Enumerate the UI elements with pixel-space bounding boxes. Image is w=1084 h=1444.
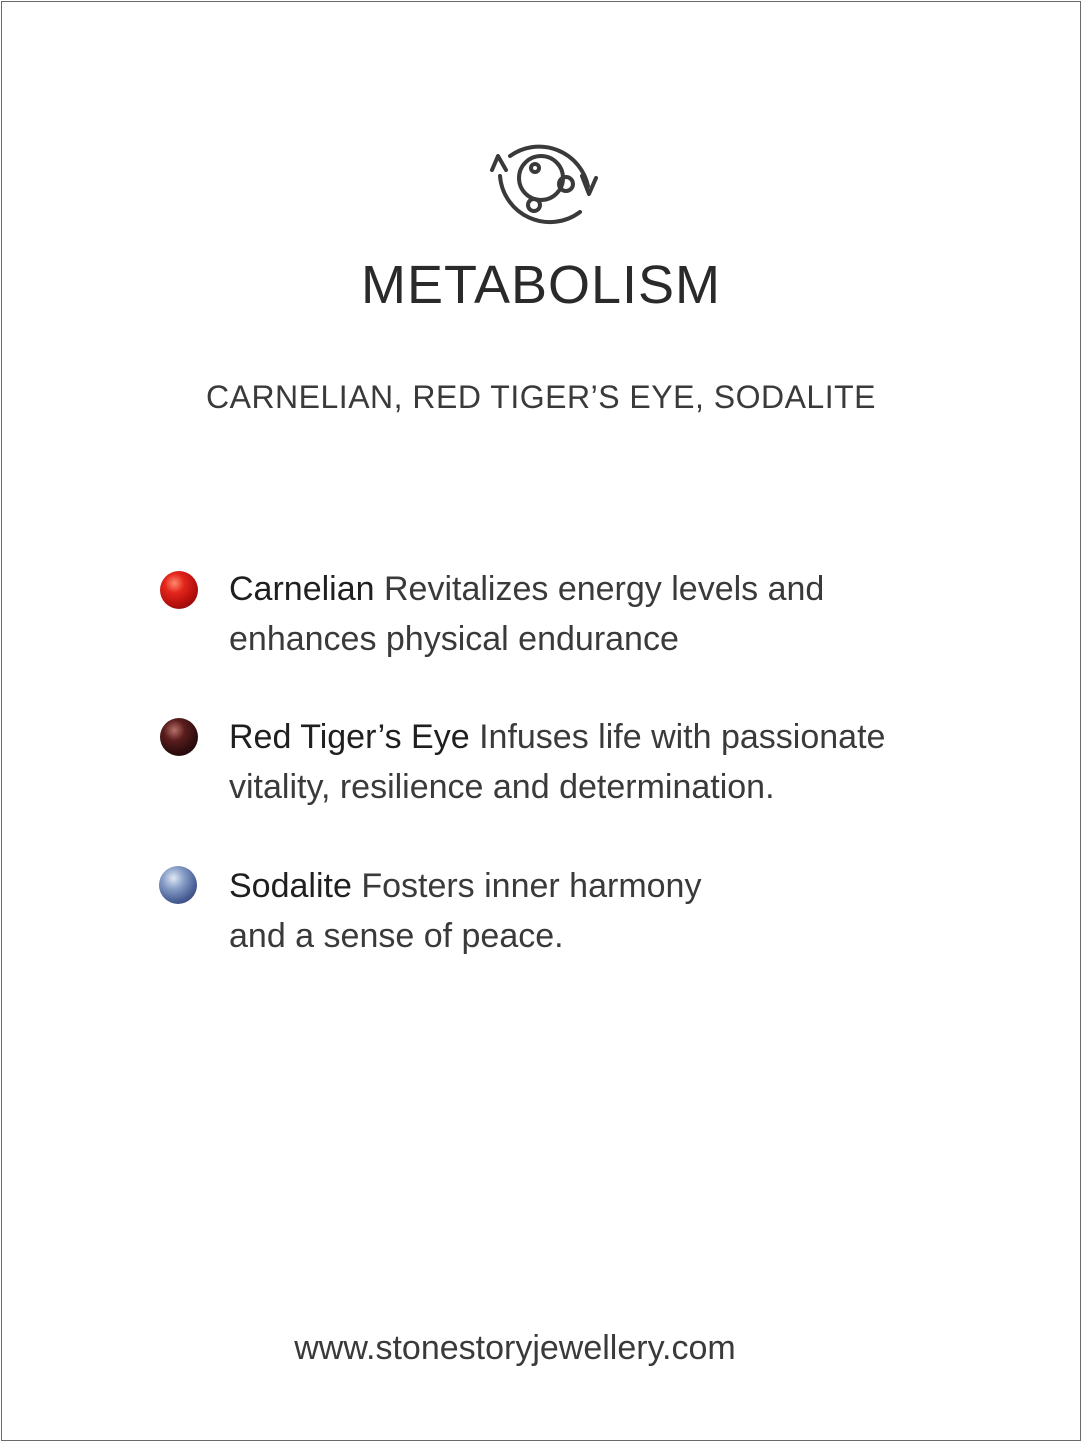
sodalite-bead-icon — [159, 866, 197, 904]
page-title: METABOLISM — [360, 255, 722, 315]
stone-name: Red Tiger’s Eye — [229, 718, 470, 756]
stones-subtitle: CARNELIAN, RED TIGER’S EYE, SODALITE — [205, 379, 876, 415]
metabolism-cycle-icon — [488, 126, 600, 234]
stone-description-line1: Infuses life with passionate — [479, 718, 886, 756]
footer — [2, 1329, 1080, 1368]
stone-description-line2: enhances physical endurance — [229, 620, 679, 658]
stone-description-line1: Fosters inner harmony — [361, 867, 702, 905]
info-card — [1, 1, 1081, 1441]
red-tigers-eye-bead-icon — [160, 718, 198, 756]
stone-item-sodalite — [229, 861, 969, 961]
stone-description-line2: and a sense of peace. — [229, 917, 564, 955]
stone-item-red-tigers-eye — [229, 712, 969, 812]
stone-description-line1: Revitalizes energy levels and — [383, 570, 825, 608]
stone-name: Carnelian — [229, 570, 375, 608]
carnelian-bead-icon — [160, 571, 198, 609]
stone-description-line2: vitality, resilience and determination. — [229, 768, 775, 806]
stone-item-carnelian — [229, 564, 969, 664]
website-link[interactable]: www.stonestoryjewellery.com — [294, 1329, 736, 1367]
stone-name: Sodalite — [229, 867, 352, 905]
